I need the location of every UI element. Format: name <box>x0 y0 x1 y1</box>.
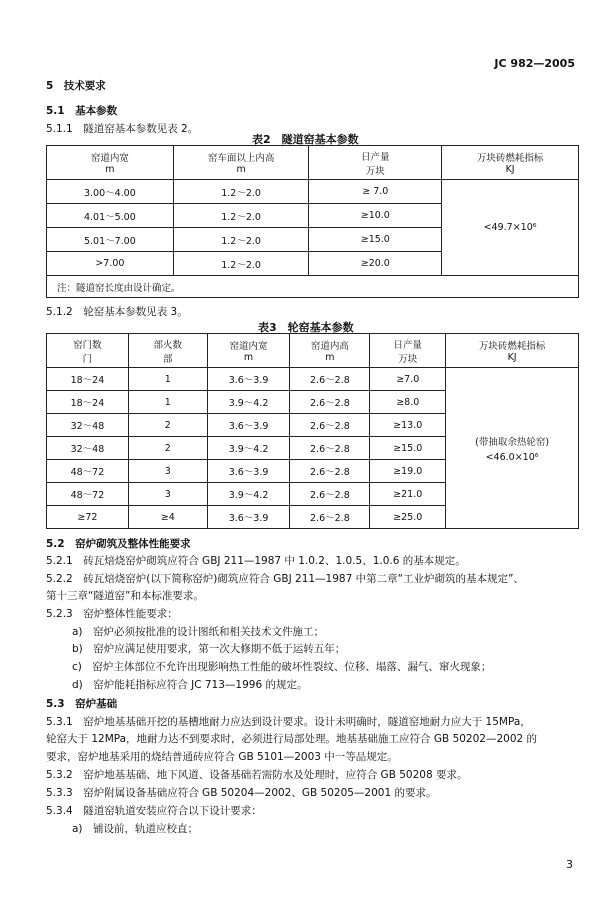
para-5-3-1-line2: 轮窑大于 12MPa，地耐力达不到要求时，必须进行局部处理。地基基础施工应符合 GB 50202—2002 的 <box>46 733 538 745</box>
table-cell: >7.00 <box>47 252 174 276</box>
table-cell: 1.2～2.0 <box>173 252 309 276</box>
para-5-2-2-line1: 5.2.2 砖瓦焙烧窑炉(以下简称窑炉)砌筑应符合 GBJ 211—1987 中第二章“工业炉砌筑的基本规定”、 <box>46 573 524 585</box>
table3-caption: 表3 轮窑基本参数 <box>258 321 354 334</box>
table-2 <box>46 145 579 298</box>
table3-energy-cell: (带抽取余热轮窑) <46.0×10⁶ <box>446 368 579 529</box>
table-cell: 2.6～2.8 <box>290 460 370 483</box>
table-cell: ≥15.0 <box>370 437 446 460</box>
para-5-2-2-line2: 第十三章“隧道窑”和本标准要求。 <box>46 590 204 602</box>
table-cell: 32～48 <box>47 414 129 437</box>
table-cell: 2.6～2.8 <box>290 483 370 506</box>
table-cell: 2.6～2.8 <box>290 368 370 391</box>
section-5-2-title: 5.2 窑炉砌筑及整体性能要求 <box>46 538 191 550</box>
table-cell: 5.01～7.00 <box>47 228 174 252</box>
table2-caption: 表2 隧道窑基本参数 <box>252 133 359 146</box>
table3-header-cell: 部火数 部 <box>128 334 207 368</box>
table-cell: 2 <box>128 437 207 460</box>
table-cell: ≥19.0 <box>370 460 446 483</box>
table2-energy-cell: <49.7×10⁶ <box>442 180 579 276</box>
table2-header-cell: 窑道内宽 m <box>47 146 174 180</box>
list-item: a) 窑炉必须按批准的设计图纸和相关技术文件施工； <box>72 626 325 638</box>
table2-header-cell: 日产量 万块 <box>309 146 442 180</box>
table-cell: 2.6～2.8 <box>290 414 370 437</box>
table-cell: 3.9～4.2 <box>207 391 290 414</box>
document-code: JC 982—2005 <box>494 57 575 70</box>
table-cell: 2.6～2.8 <box>290 506 370 529</box>
section-5-title: 5 技术要求 <box>46 80 106 92</box>
list-item: c) 窑炉主体部位不允许出现影响热工性能的破坏性裂纹、位移、塌落、漏气、窜火现象； <box>72 661 492 673</box>
table-cell: 3.00～4.00 <box>47 180 174 204</box>
table-cell: 3.9～4.2 <box>207 437 290 460</box>
table-cell: 2 <box>128 414 207 437</box>
table2-header-cell: 窑车面以上内高 m <box>173 146 309 180</box>
table3-header-cell: 窑道内高 m <box>290 334 370 368</box>
table-cell: ≥4 <box>128 506 207 529</box>
table-cell: 1 <box>128 391 207 414</box>
table2-header-row <box>47 146 579 180</box>
table-cell: 1.2～2.0 <box>173 228 309 252</box>
table-cell: 3 <box>128 483 207 506</box>
table-cell: 3.6～3.9 <box>207 460 290 483</box>
section-5-3-title: 5.3 窑炉基础 <box>46 698 118 710</box>
para-5-1-2: 5.1.2 轮窑基本参数见表 3。 <box>46 306 188 318</box>
table-cell: ≥20.0 <box>309 252 442 276</box>
table-cell: 1.2～2.0 <box>173 180 309 204</box>
table-cell: 1 <box>128 368 207 391</box>
table-cell: 3.9～4.2 <box>207 483 290 506</box>
para-5-3-3: 5.3.3 窑炉附属设备基础应符合 GB 50204—2002、GB 50205—2001 的要求。 <box>46 787 437 799</box>
para-5-2-1: 5.2.1 砖瓦焙烧窑炉砌筑应符合 GBJ 211—1987 中 1.0.2、1.0.5、1.0.6 的基本规定。 <box>46 555 466 567</box>
table3-header-cell: 窑道内宽 m <box>207 334 290 368</box>
table-row <box>47 368 579 391</box>
table3-header-cell: 日产量 万块 <box>370 334 446 368</box>
page-number: 3 <box>566 858 573 871</box>
table-cell: 18～24 <box>47 391 129 414</box>
table2-note-row <box>47 276 579 298</box>
table-cell: ≥ 7.0 <box>309 180 442 204</box>
list-item: d) 窑炉能耗指标应符合 JC 713—1996 的规定。 <box>72 679 308 691</box>
table-cell: 3.6～3.9 <box>207 368 290 391</box>
para-5-3-1-line1: 5.3.1 窑炉地基基础开挖的基槽地耐力应达到设计要求。设计未明确时，隧道窑地耐力应大于 15MPa， <box>46 716 531 728</box>
table3-header-row <box>47 334 579 368</box>
table2-header-cell: 万块砖燃耗指标 KJ <box>442 146 579 180</box>
table-cell: ≥10.0 <box>309 204 442 228</box>
table3-header-cell: 窑门数 门 <box>47 334 129 368</box>
para-5-1-1: 5.1.1 隧道窑基本参数见表 2。 <box>46 123 199 135</box>
table-row <box>47 180 579 204</box>
list-item: a) 铺设前，轨道应校直； <box>72 823 199 835</box>
para-5-3-2: 5.3.2 窑炉地基基础、地下风道、设备基础若需防水及处理时，应符合 GB 50208 要求。 <box>46 769 468 781</box>
table-cell: ≥72 <box>47 506 129 529</box>
table-cell: 2.6～2.8 <box>290 437 370 460</box>
table-cell: 48～72 <box>47 460 129 483</box>
list-item: b) 窑炉应满足使用要求，第一次大修期不低于运转五年； <box>72 643 346 655</box>
table-cell: 2.6～2.8 <box>290 391 370 414</box>
table-cell: 1.2～2.0 <box>173 204 309 228</box>
table-cell: 3.6～3.9 <box>207 506 290 529</box>
table-cell: 3 <box>128 460 207 483</box>
para-5-3-1-line3: 要求，窑炉地基采用的烧结普通砖应符合 GB 5101—2003 中一等品规定。 <box>46 751 398 763</box>
table-cell: ≥15.0 <box>309 228 442 252</box>
table-cell: ≥13.0 <box>370 414 446 437</box>
table-cell: ≥25.0 <box>370 506 446 529</box>
para-5-2-3: 5.2.3 窑炉整体性能要求： <box>46 608 178 620</box>
table-cell: ≥8.0 <box>370 391 446 414</box>
table-cell: 3.6～3.9 <box>207 414 290 437</box>
table-cell: 32～48 <box>47 437 129 460</box>
table-cell: ≥21.0 <box>370 483 446 506</box>
table-cell: 18～24 <box>47 368 129 391</box>
table-cell: 48～72 <box>47 483 129 506</box>
table2-note: 注：隧道窑长度由设计确定。 <box>47 276 579 298</box>
table-cell: ≥7.0 <box>370 368 446 391</box>
table3-header-cell: 万块砖燃耗指标 KJ <box>446 334 579 368</box>
table-cell: 4.01～5.00 <box>47 204 174 228</box>
table-3 <box>46 333 579 529</box>
para-5-3-4: 5.3.4 隧道窑轨道安装应符合以下设计要求： <box>46 805 262 817</box>
section-5-1-title: 5.1 基本参数 <box>46 105 118 117</box>
